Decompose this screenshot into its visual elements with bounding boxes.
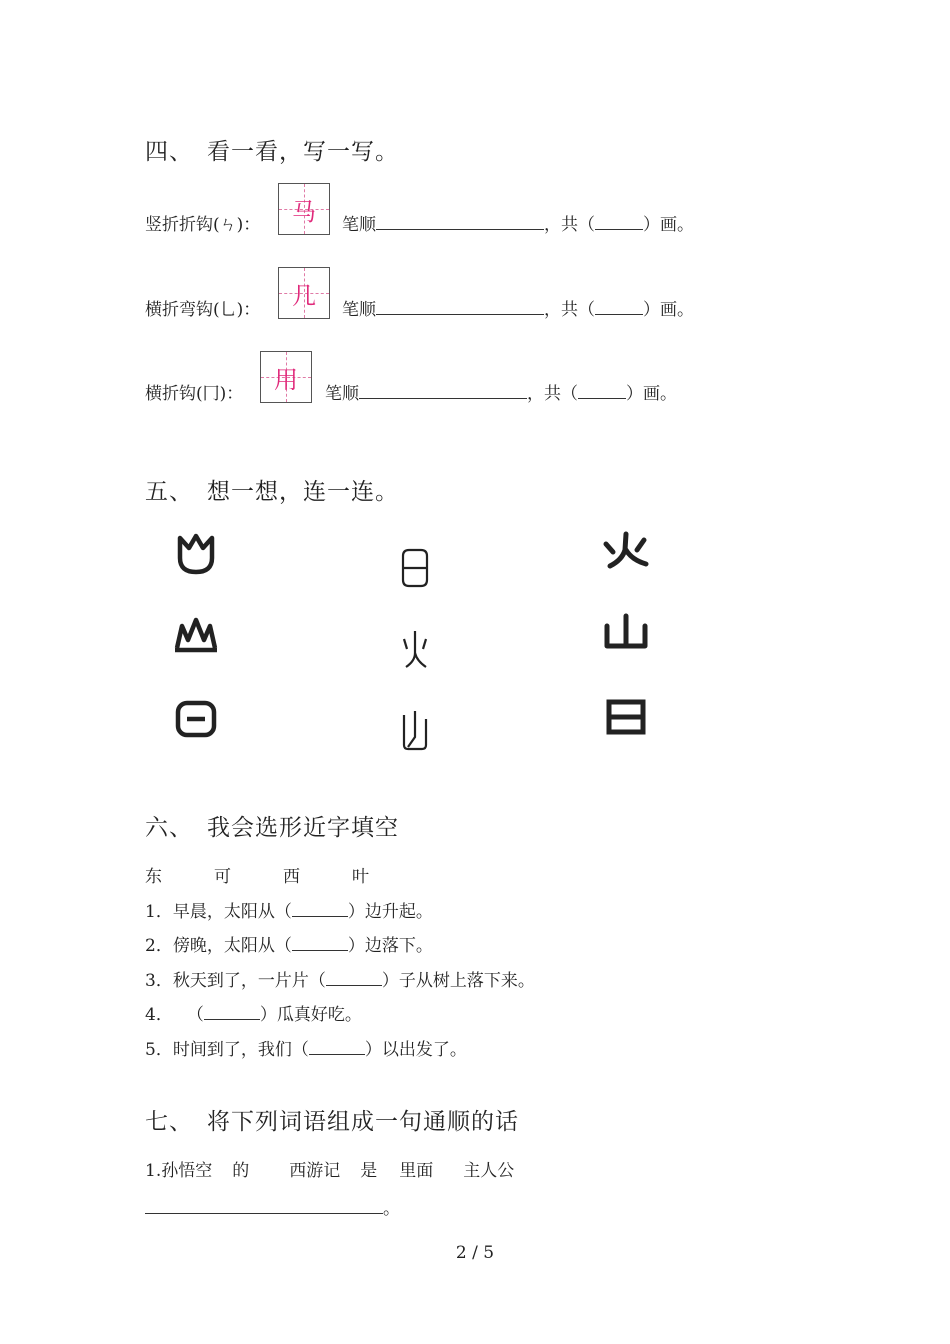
page-number: 2 / 5	[455, 1243, 495, 1263]
stroke-order-line: 笔顺 ，共（ ）画。	[342, 300, 694, 320]
fire-bold-pictograph[interactable]	[172, 530, 220, 578]
choice-word: 东	[145, 867, 162, 887]
choice-word: 叶	[352, 867, 369, 887]
section-number: 六、	[145, 815, 193, 841]
sun-brush-character[interactable]	[602, 697, 650, 737]
practice-character: 马	[292, 198, 316, 226]
fill-blank[interactable]	[326, 969, 382, 986]
stroke-count-blank[interactable]	[578, 382, 626, 399]
fill-item: 3．秋天到了，一片片（ ）子从树上落下来。	[145, 971, 535, 991]
stroke-order-blank[interactable]	[376, 298, 544, 315]
section-number: 七、	[145, 1109, 193, 1135]
sun-bold-pictograph[interactable]	[172, 697, 220, 741]
stroke-count-blank[interactable]	[595, 213, 643, 230]
word-token: 是	[360, 1161, 378, 1181]
answer-line: 。	[145, 1194, 400, 1219]
stroke-row-label: 横折弯钩(乚)：	[145, 300, 261, 320]
section-title: 看一看，写一写。	[207, 139, 399, 165]
word-token: 主人公	[463, 1161, 515, 1181]
section-5-heading	[145, 473, 399, 506]
mountain-brush-character[interactable]	[600, 612, 652, 652]
fill-item: 1．早晨，太阳从（ ）边升起。	[145, 902, 433, 922]
fill-item: 5．时间到了，我们（ ）以出发了。	[145, 1040, 467, 1060]
stroke-order-blank[interactable]	[359, 382, 527, 399]
section-4-heading	[145, 133, 399, 166]
word-token: 西游记	[289, 1161, 341, 1181]
stroke-row-label: 竖折折钩(ㄣ)：	[145, 215, 261, 235]
section-title: 我会选形近字填空	[207, 815, 399, 841]
character-grid-box	[278, 183, 330, 235]
word-token: 里面	[399, 1161, 434, 1181]
fill-item: 4． （ ）瓜真好吃。	[145, 1005, 362, 1025]
fire-brush-character[interactable]	[600, 530, 652, 570]
stroke-order-line: 笔顺 ，共（ ）画。	[325, 384, 677, 404]
character-grid-box	[260, 351, 312, 403]
word-token: 的	[232, 1161, 250, 1181]
practice-character: 用	[274, 366, 298, 394]
word-token: 孙悟空	[161, 1161, 213, 1181]
fill-blank[interactable]	[292, 900, 348, 917]
fill-blank[interactable]	[309, 1038, 365, 1055]
section-6-heading	[145, 809, 399, 842]
section-title: 想一想，连一连。	[207, 479, 399, 505]
stroke-row-label: 横折钩(⼌)：	[145, 384, 244, 404]
stroke-order-line: 笔顺 ，共（ ）画。	[342, 215, 694, 235]
section-number: 四、	[145, 139, 193, 165]
word-order-item: 1.孙悟空 的 西游记 是 里面 主人公	[145, 1161, 515, 1181]
stroke-order-blank[interactable]	[376, 213, 544, 230]
word-choices	[145, 862, 369, 887]
choice-word: 可	[214, 867, 231, 887]
practice-character: 几	[292, 282, 316, 310]
mountain-bold-pictograph[interactable]	[172, 612, 220, 656]
fill-item: 2．傍晚，太阳从（ ）边落下。	[145, 936, 433, 956]
character-grid-box	[278, 267, 330, 319]
section-title: 将下列词语组成一句通顺的话	[207, 1109, 519, 1135]
section-number: 五、	[145, 479, 193, 505]
mountain-thin-pictograph[interactable]	[398, 707, 432, 753]
answer-blank[interactable]	[145, 1197, 383, 1214]
fill-blank[interactable]	[204, 1003, 260, 1020]
fill-blank[interactable]	[292, 934, 348, 951]
fire-thin-pictograph[interactable]	[398, 627, 432, 671]
choice-word: 西	[283, 867, 300, 887]
section-7-heading	[145, 1103, 519, 1136]
stroke-count-blank[interactable]	[595, 298, 643, 315]
sun-thin-pictograph[interactable]	[398, 546, 432, 590]
